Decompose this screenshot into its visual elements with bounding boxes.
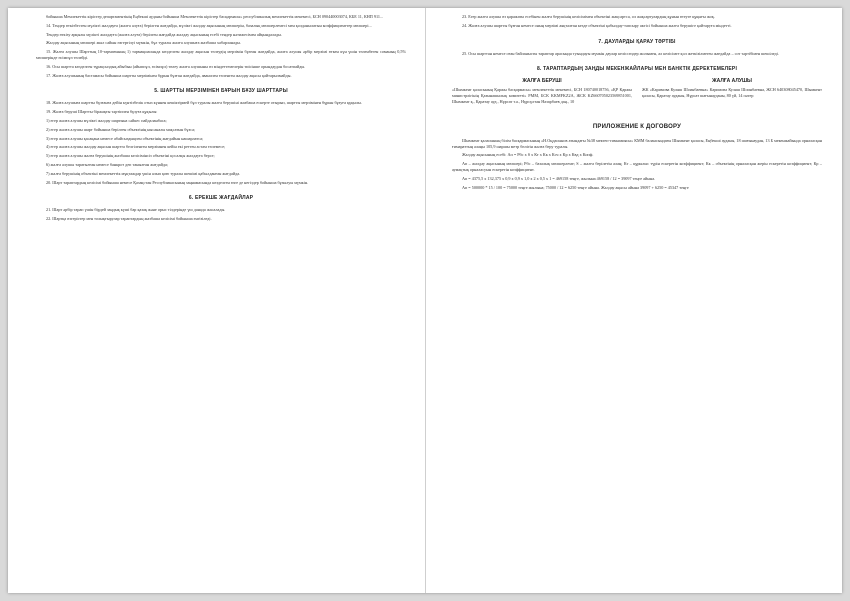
paragraph: Жалдау ақысының есебі: Ап = Рбс х S х Кт х Кк х Ксч х Кр х Квд х Копф. (462, 152, 594, 158)
right-paragraphs-top (452, 14, 822, 29)
appendix-heading: ПРИЛОЖЕНИЕ К ДОГОВОРУ (592, 123, 682, 130)
lessor-title: ЖАЛҒА БЕРУШІ (522, 78, 562, 85)
paragraph: 18. Жалға алушыға шартты бұзғанға дейін күнтізбелік отыз күннен кешіктірмей бұл туралы жалға берушіні жазбаша ескерте отырып, шартты мерзімінен бұрын бұзуға құқылы. (46, 100, 362, 106)
paragraph: 4) егер жалға алушы жалдау ақысын шартта белгіленген мерзімнен кейін екі реттен астам төлемесе; (46, 144, 226, 150)
right-page (434, 8, 840, 593)
paragraph: 7) жалға берушінің объектіні мемлекеттік мұқтаждар үшін алып қою туралы шешімі қабылданған жағдайда. (46, 170, 241, 176)
paragraph: 23. Егер жалға алушы өз қаражаты есебінен жалға берушінің келісімімен объектіні жақсартса, ол жақсартулардың құнын өтеуге құқығы жоқ. (462, 14, 715, 19)
left-page (18, 8, 424, 593)
paragraph: 19. Жалға беруші Шартты біржақты тәртіппен бұзуға құқылы: (46, 109, 158, 115)
section-5-body (36, 100, 406, 185)
paragraph: бойынша Мемлекеттік кірістер департаментінің Еңбекші ауданы бойынша Мемлекеттік кірістер басқармасы» республикалық мемлекеттік мекемесі, БСН 090440003074, КБЕ 11, КНП 911... (46, 14, 384, 19)
paragraph: 3) егер жалға алушы қасақана немесе абайсыздықпен объектінің жағдайын нашарлатса; (46, 135, 204, 141)
paragraph: 20. Шарт тараптардың келісімі бойынша немесе Қазақстан Республикасының заңнамасында көзделген өзге де негіздер бойынша бұзылуы мүмкін. (46, 179, 309, 185)
section-7-body (452, 51, 822, 57)
paragraph: Жалдау ақысының мөлшері жыл сайын өзгертілуі мүмкін, бұл туралы жалға алушыға жазбаша хабарланады. (46, 40, 241, 46)
paragraph: 17. Жалға алушының бастамасы бойынша шартты мерзімінен бұрын бұзған жағдайда, аванспен төленген жалдау ақысы қайтарылмайды. (46, 72, 292, 78)
paragraph: 6) жалға алушы таратылған немесе банкрот деп танылған жағдайда; (46, 161, 169, 167)
lessor-block (452, 78, 632, 107)
lessee-title: ЖАЛҒА АЛУШЫ (712, 78, 752, 85)
paragraph: 2) егер жалға алушы шарт бойынша берілген объектінің нысаналы мақсатын бұзса; (46, 126, 196, 132)
paragraph: 24. Жалға алушы шартты бұзған немесе оның мерзімі аяқталған кезде объектіні қабылдау-тапсыру актісі бойынша жалға берушіге қайтаруға міндетті. (462, 22, 732, 28)
section-6-heading: 6. ЕРЕКШЕ ЖАҒДАЙЛАР (188, 195, 254, 202)
paragraph: 25. Осы шарттан немесе оған байланысты тараптар арасында туындауы мүмкін даулар келіссөздер жолымен, ал келісімге қол жеткізілмеген жағдайда – сот тәртібімен шешіледі. (462, 50, 779, 56)
paragraph: 21. Шарт әрбір тарап үшін бірдей заңдық күші бар қазақ және орыс тілдерінде үш данада жасалады. (46, 207, 226, 213)
paragraph: Ап = 500000 * 15 / 100 = 75000 теңге жылына; 75000 / 12 = 6250 теңге айына. Жалдау ақысы айына 39097 + 6250 = 45347 теңге (462, 184, 689, 190)
lessee-block (642, 78, 822, 107)
lessor-details: «Шымкент қаласының Қаржы басқармасы» мемлекеттік мекемесі, БСН 180740018756, «ҚР Қаржы министрлігінің Қазынашылық комитеті» РММ, БСК KKMFKZ2A, ЖСК KZ660705023569851001, Шымкент қ., Қаратау ауд., Нұрсат т.а., Нұрсұлтан Назарбаев даң., 10 (452, 87, 632, 104)
paragraph: 1) егер жалға алушы мүлікті жалдау шартына сәйкес пайдаланбаса; (46, 117, 167, 123)
paragraph: Шымкент қаласының білім басқармасының «Н.Оңдасынов атындағы №38 мектеп-гимназиясы» КММ балансындағы Шымкент қаласы, Еңбекші ауданы, 18 шағынаудан, 13 Б мекенжайында орналасқан ғимараттың алаңы 105,9 шаршы метр бөлігін жалға беру туралы. (452, 137, 822, 149)
paragraph: 15. Жалға алушы Шарттың 10-тармағының 1) тармақшасында көзделген жалдау ақысын төлеудің мерзімін бұзған жағдайда, жалға алушы әрбір мерзімі өткен күн үшін төленбеген соманың 0,5% мөлшерінде өсімпұл төлейді. (36, 49, 406, 60)
paragraph: 14. Тендер өткізбестен мүлікті жалдауға (жалға алуға) берілген жағдайда, мүлікті жалдау ақысының мөлшерін, базалық мөлшерлемесі мен қолданылатын коэффициенттер мөлшері... (46, 22, 372, 28)
paragraph: Тендер өткізу арқылы мүлікті жалдауға (жалға алуға) берілген жағдайда жалдау ақысының есебі тендер нәтижесімен айқындалады. (46, 31, 283, 37)
parties-block (452, 78, 822, 107)
document-spread (8, 8, 842, 593)
appendix-body (452, 138, 822, 191)
lessee-details: ЖК «Каримова Куляш Шоинбаевна» Каримова Куляш Шоинбаевна, ЖСН 640308045470, Шымкент қаласы, Қаратау ауданы, Нұрсат шағынауданы, 80 үй, 14 пәтер (642, 87, 822, 99)
page-gutter (425, 8, 426, 593)
paragraph: Ап – жалдау ақысының мөлшері; Рбс – базалық мөлшерлеме; S – жалға берілетін алаң; Кт – құрылыс түрін ескеретін коэффициент; Кк – объектінің орналасқан жерін ескеретін коэффициент; Кр – аумақтық орналасуын ескеретін коэффициент. (452, 161, 822, 172)
paragraph: 16. Осы шартта көзделген тұрақсыздық айыбын (айыппұл, өсімпұл) төлеу жалға алушыны өз міндеттемелерін тиісінше орындаудан босатпайды. (46, 63, 306, 69)
section-5-heading: 5. ШАРТТЫ МЕРЗІМІНЕН БҰРЫН БҰЗУ ШАРТТАРЫ (154, 88, 288, 95)
left-paragraphs-top (36, 14, 406, 78)
section-6-body (36, 207, 406, 222)
section-7-heading: 7. ДАУЛАРДЫ ҚАРАУ ТӘРТІБІ (598, 38, 676, 45)
paragraph: 22. Шартқа өзгерістер мен толықтырулар тараптардың жазбаша келісімі бойынша енгізіледі. (46, 216, 212, 222)
section-8-heading: 8. ТАРАПТАРДЫҢ ЗАҢДЫ МЕКЕНЖАЙЛАРЫ МЕН БАНКТІК ДЕРЕКТЕМЕЛЕРІ (536, 66, 738, 73)
paragraph: 5) егер жалға алушы жалға берушінің жазбаша келісімінсіз объектіні қосалқы жалдауға берсе; (46, 153, 215, 159)
paragraph: Ап = 4375,5 х 132,375 х 0,9 х 0,9 х 1,0 х 2 х 0,5 х 1 = 469158 теңге, жылына 469158 / 12 = 39097 теңге айына. (462, 175, 656, 181)
